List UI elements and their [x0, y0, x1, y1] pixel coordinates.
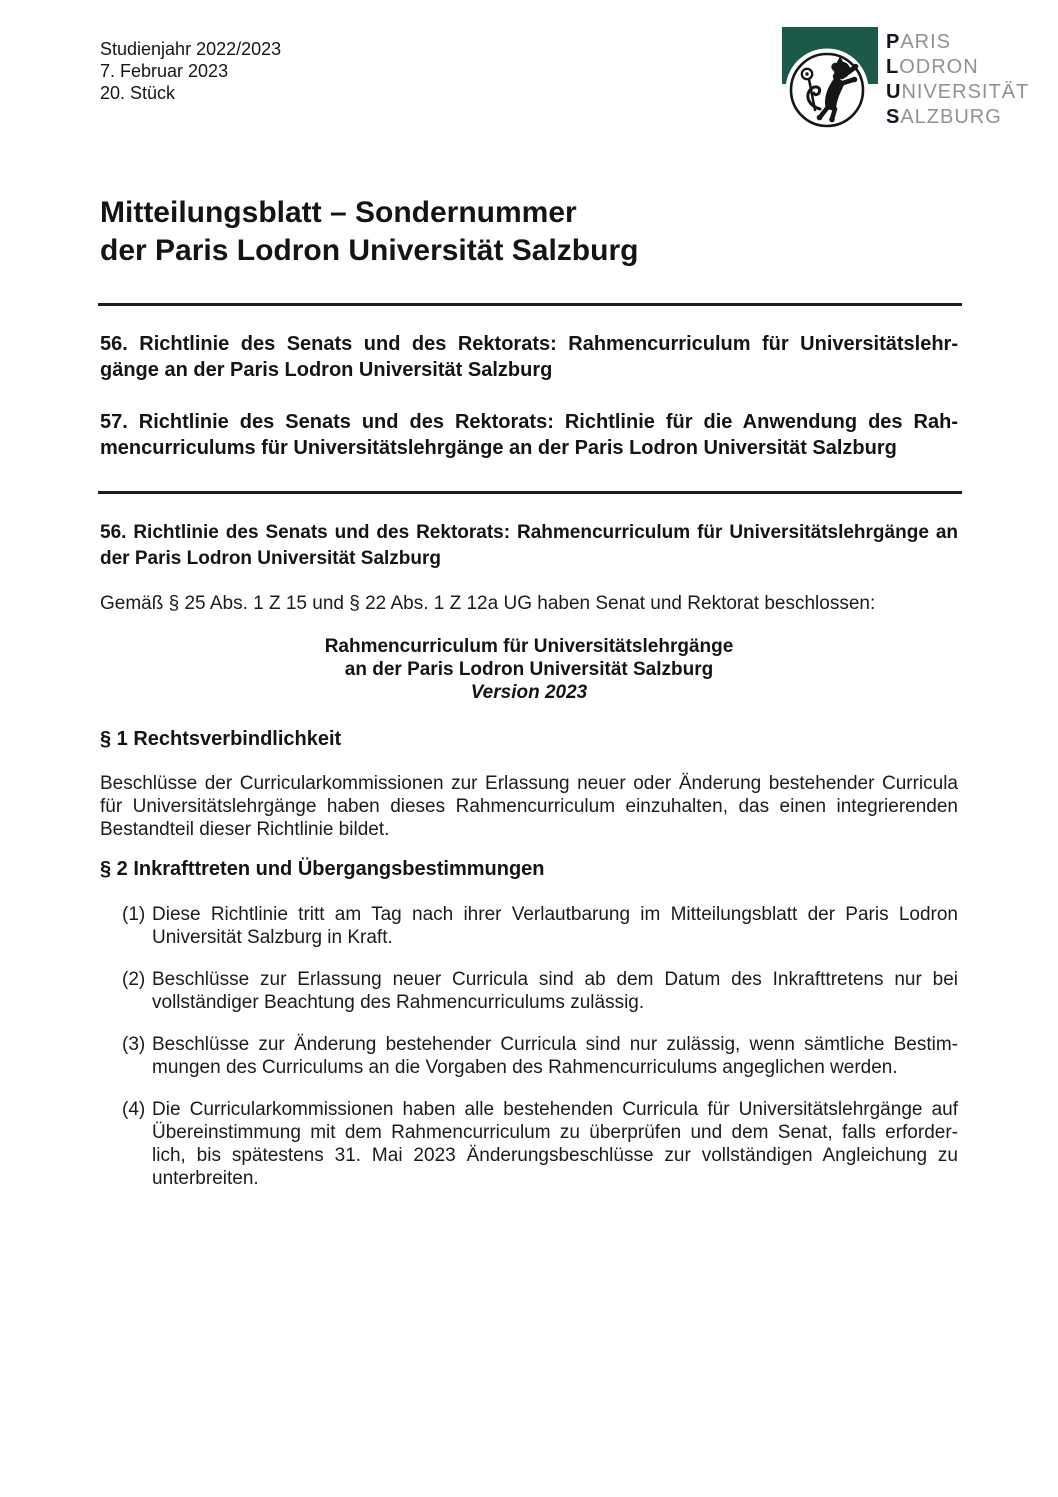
list-item-1	[100, 903, 958, 949]
logo-word-universitaet: UNIVERSITÄT	[886, 81, 1030, 103]
item-number: (4)	[122, 1099, 146, 1120]
section-heading-56: 56. Richtlinie des Senats und des Rektorats: Rahmencurriculum für Universitätslehrgänge an der Paris Lodron Universität Salzburg	[100, 522, 958, 569]
par1-heading: § 1 Rechtsverbindlichkeit	[100, 728, 342, 750]
logo-word-lodron: LODRON	[886, 56, 979, 78]
item-text: Diese Richtlinie tritt am Tag nach ihrer Verlautbarung im Mitteilungsblatt der Paris Lodron Universität Salzburg in Kraft.	[152, 904, 958, 948]
item-text: Beschlüsse zur Änderung bestehender Curricula sind nur zulässig, wenn sämtliche Bestim- mungen des Curriculums an die Vorgaben des Rahmencurriculums angeglichen werden.	[152, 1034, 958, 1078]
doc-subtitle-line1: Rahmencurriculum für Universitätslehrgänge	[324, 636, 734, 657]
page-title-line1: Mitteilungsblatt – Sondernummer	[100, 196, 577, 229]
page-title	[100, 194, 958, 270]
meta-date: 7. Februar 2023	[100, 61, 229, 81]
toc-entry-56: 56. Richtlinie des Senats und des Rektorats: Rahmencurriculum für Universitätslehr- gänge an der Paris Lodron Universität Salzburg	[100, 333, 958, 381]
logo-word-paris: PARIS	[886, 31, 952, 53]
doc-subtitle	[100, 635, 958, 704]
lion-seal-icon	[782, 27, 878, 159]
item-text: Die Curricularkommissionen haben alle bestehenden Curricula für Universitätslehrgänge auf Übereinstimmung mit dem Rahmencurriculum zu überprüfen und dem Senat, falls erforder- lich, bis spätestens 31. Mai 2023 Änderungsbeschlüsse zur vollständigen Angleichung zu unterbreiten.	[152, 1099, 958, 1189]
item-number: (2)	[122, 969, 146, 990]
divider-top	[98, 303, 962, 306]
logo-word-salzburg: SALZBURG	[886, 106, 1002, 128]
list-item-3	[100, 1033, 958, 1079]
meta-issue: 20. Stück	[100, 83, 176, 103]
doc-subtitle-line2: an der Paris Lodron Universität Salzburg	[344, 659, 714, 680]
item-text: Beschlüsse zur Erlassung neuer Curricula sind ab dem Datum des Inkrafttretens nur bei vollständiger Beachtung des Rahmencurriculums zulässig.	[152, 969, 958, 1013]
item-number: (3)	[122, 1034, 146, 1055]
meta-studienjahr: Studienjahr 2022/2023	[100, 39, 282, 59]
page-title-line2: der Paris Lodron Universität Salzburg	[100, 234, 639, 267]
list-item-2	[100, 968, 958, 1014]
list-item-4	[100, 1098, 958, 1190]
divider-middle	[98, 491, 962, 494]
doc-subtitle-version: Version 2023	[470, 682, 588, 703]
par2-heading: § 2 Inkrafttreten und Übergangsbestimmungen	[100, 858, 545, 880]
logo-wordmark	[886, 30, 1029, 159]
toc-entry-57: 57. Richtlinie des Senats und des Rektorats: Richtlinie für die Anwendung des Rah- mencurriculums für Universitätslehrgänge an der Paris Lodron Universität Salzburg	[100, 411, 958, 459]
par1-text: Beschlüsse der Curricularkommissionen zur Erlassung neuer oder Änderung bestehender Curricula für Universitätslehrgänge haben dieses Rahmencurriculum einzuhalten, das einen integrierenden Bestandteil dieser Richtlinie bildet.	[100, 773, 958, 840]
item-number: (1)	[122, 904, 146, 925]
intro-paragraph: Gemäß § 25 Abs. 1 Z 15 und § 22 Abs. 1 Z 12a UG haben Senat und Rektorat beschlossen:	[100, 593, 876, 614]
university-logo	[782, 27, 1029, 159]
